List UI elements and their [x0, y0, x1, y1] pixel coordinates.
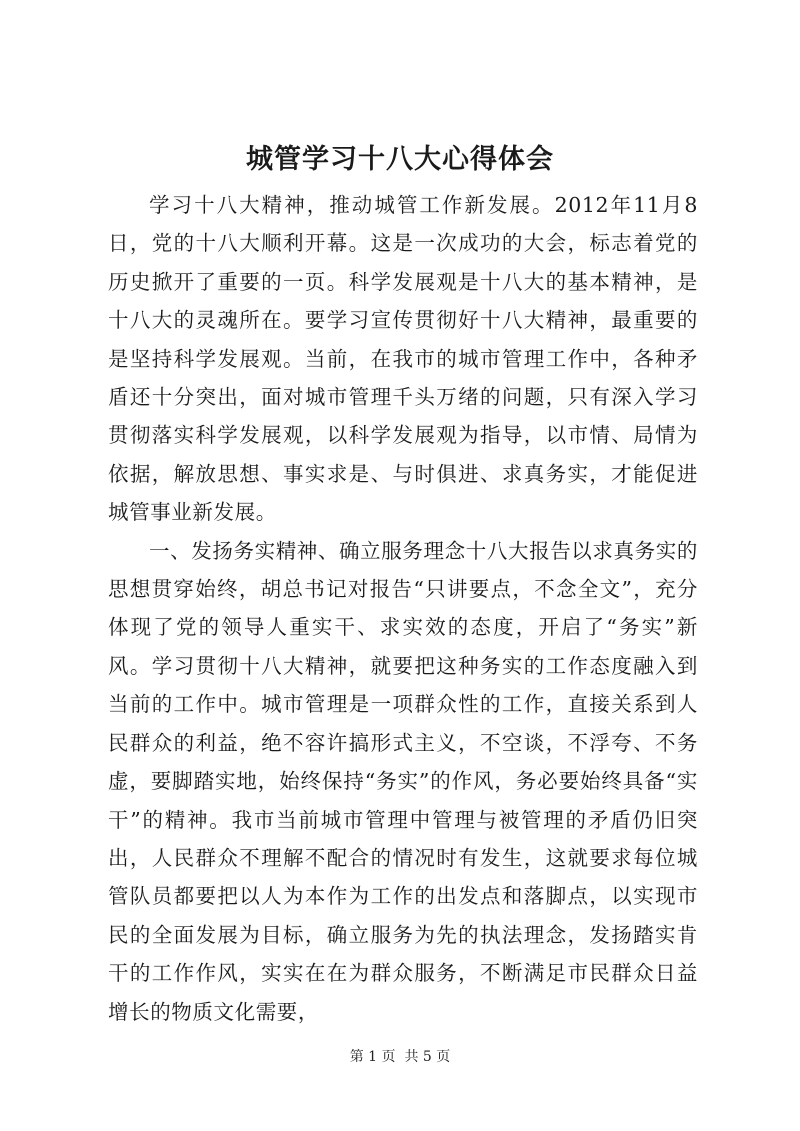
paragraph: 学习十八大精神，推动城管工作新发展。2012年11月8日，党的十八大顺利开幕。这是一次成功的大会，标志着党的历史掀开了重要的一页。科学发展观是十八大的基本精神，是十八大的灵魂所在。要学习宣传贯彻好十八大精神，最重要的是坚持科学发展观。当前，在我市的城市管理工作中，各种矛盾还十分突出，面对城市管理千头万绪的问题，只有深入学习贯彻落实科学发展观，以科学发展观为指导，以市情、局情为依据，解放思想、事实求是、与时俱进、求真务实，才能促进城管事业新发展。 — [108, 193, 698, 525]
page-number-label: 第 1 页 共 5 页 — [349, 1049, 451, 1065]
document-body — [108, 186, 698, 1031]
document-title: 城管学习十八大心得体会 — [246, 144, 554, 175]
page-footer — [0, 1047, 800, 1067]
paragraph: 一、发扬务实精神、确立服务理念十八大报告以求真务实的思想贯穿始终，胡总书记对报告“只讲要点，不念全文”，充分体现了党的领导人重实干、求实效的态度，开启了“务实”新风。学习贯彻十八大精神，就要把这种务实的工作态度融入到当前的工作中。城市管理是一项群众性的工作，直接关系到人民群众的利益，绝不容许搞形式主义，不空谈，不浮夸、不务虚，要脚踏实地，始终保持“务实”的作风，务必要始终具备“实干”的精神。我市当前城市管理中管理与被管理的矛盾仍旧突出，人民群众不理解不配合的情况时有发生，这就要求每位城管队员都要把以人为本作为工作的出发点和落脚点，以实现市民的全面发展为目标，确立服务为先的执法理念，发扬踏实肯干的工作作风，实实在在为群众服务，不断满足市民群众日益增长的物质文化需要， — [108, 538, 698, 1024]
